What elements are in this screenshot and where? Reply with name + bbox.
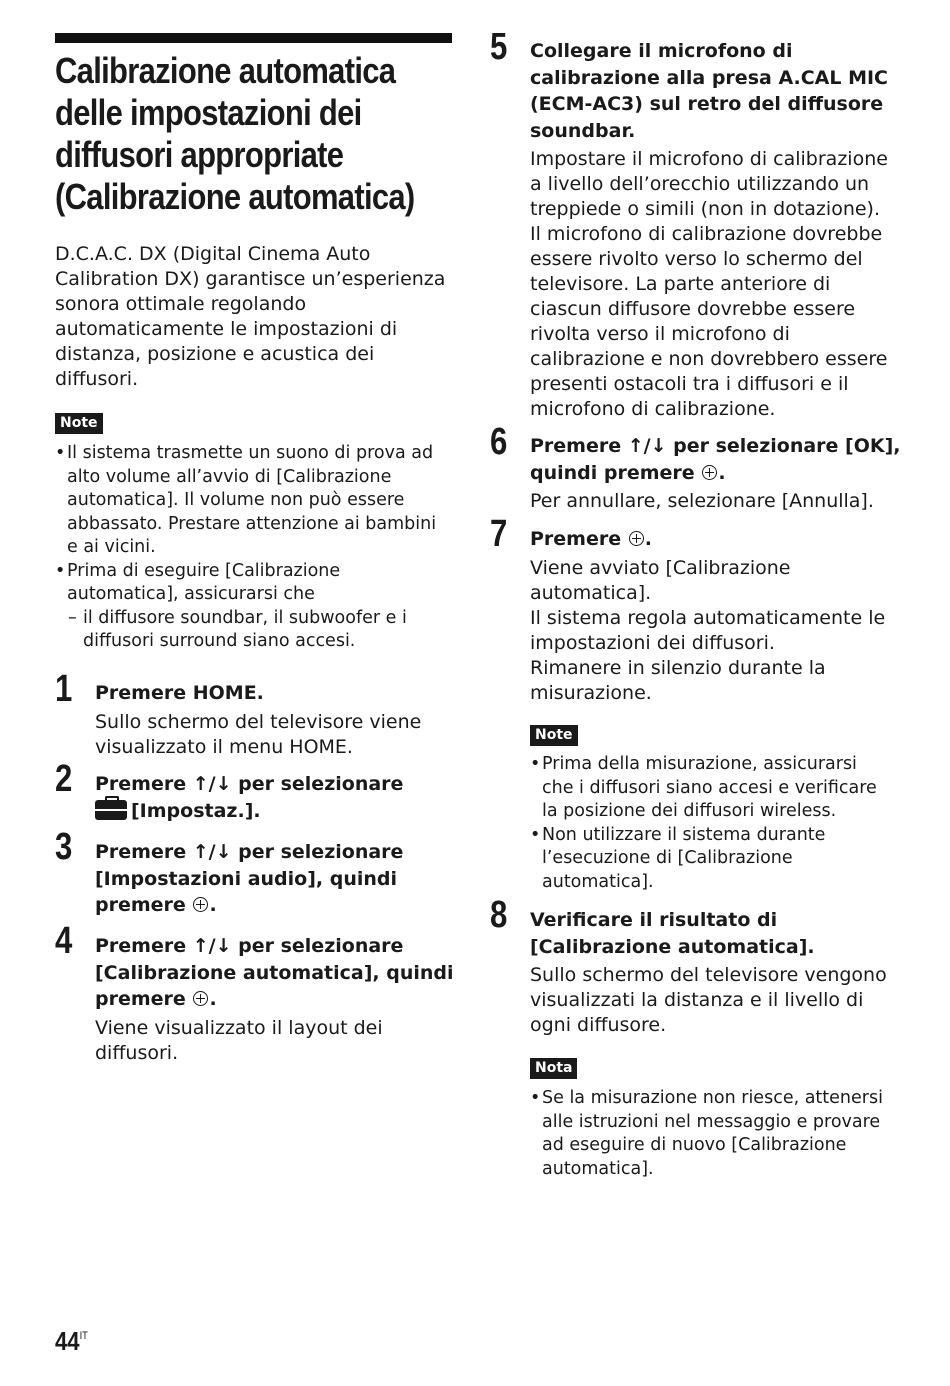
note-badge: Note	[55, 413, 103, 434]
bullet-line: Prima di eseguire [Calibrazione	[67, 560, 341, 581]
enter-circle-icon	[629, 531, 644, 546]
step-line: Rimanere in silenzio durante la	[530, 656, 826, 679]
step-number: 7	[490, 513, 508, 555]
step-heading-text: premere	[95, 988, 186, 1010]
step-line: calibrazione e non dovrebbero essere	[530, 348, 888, 370]
step-line: visualizzati la distanza e il livello di	[530, 989, 864, 1011]
toolbox-icon	[95, 800, 127, 820]
step-1	[95, 680, 455, 760]
step-heading: Premere ↑/↓ per selezionare	[95, 841, 404, 863]
enter-circle-icon	[702, 465, 717, 480]
intro-line: automaticamente le impostazioni di	[55, 318, 398, 340]
bullet-line: automatica].	[542, 871, 654, 892]
step-line: misurazione.	[530, 681, 652, 704]
page-number-value: 44	[55, 1326, 80, 1356]
intro-line: diffusori.	[55, 368, 139, 390]
bullet-line: alle istruzioni nel messaggio e provare	[542, 1111, 881, 1132]
step-number: 4	[55, 920, 73, 962]
step-heading-text: quindi premere	[530, 461, 695, 484]
note-bullet: • Prima della misurazione, assicurarsi che i diffusori siano accesi e verificare la posizione dei diffusori wireless.	[530, 753, 910, 824]
bullet-line: Se la misurazione non riesce, attenersi	[542, 1088, 883, 1108]
enter-circle-icon	[193, 897, 208, 912]
sub-line: diffusori surround siano accesi.	[83, 631, 356, 651]
step-heading	[95, 798, 455, 825]
title-line: diffusori appropriate	[55, 134, 344, 175]
step-text	[530, 963, 910, 1038]
step-line: automatica].	[530, 581, 652, 604]
step-heading: [Calibrazione automatica].	[530, 935, 815, 958]
note-bullet: • Se la misurazione non riesce, attenersi alle istruzioni nel messaggio e provare ad eseguire di nuovo [Calibrazione automatica].	[530, 1087, 910, 1181]
sub-line: il diffusore soundbar, il subwoofer e i	[83, 607, 407, 628]
step-3	[95, 839, 455, 919]
bullet-line: ad eseguire di nuovo [Calibrazione	[542, 1135, 847, 1155]
bullet-line: Prima della misurazione, assicurarsi	[542, 754, 857, 774]
bullet-line: automatica]. Il volume non può essere	[67, 490, 405, 510]
bullet-line: la posizione dei diffusori wireless.	[542, 801, 837, 821]
step-heading: calibrazione alla presa A.CAL MIC	[530, 66, 889, 89]
step-heading: [Calibrazione automatica], quindi	[95, 961, 454, 984]
step-text	[530, 556, 910, 706]
step-line: televisore. La parte anteriore di	[530, 273, 831, 295]
note-badge: Nota	[530, 1058, 577, 1079]
step-line: a livello dell’orecchio utilizzando un	[530, 173, 870, 195]
step-2	[95, 771, 455, 824]
step-heading: Premere ↑/↓ per selezionare	[95, 935, 404, 957]
step-5	[530, 38, 910, 422]
step-line: Viene visualizzato il layout dei	[95, 1016, 383, 1039]
bullet-line: che i diffusori siano accesi e verificare	[542, 777, 877, 798]
note-1-list	[55, 442, 455, 654]
step-heading: Premere HOME.	[95, 682, 264, 704]
note-sub-item: – il diffusore soundbar, il subwoofer e i diffusori surround siano accesi.	[55, 607, 455, 654]
step-line: impostazioni dei diffusori.	[530, 631, 775, 654]
bullet-line: Non utilizzare il sistema durante	[542, 824, 826, 845]
note-section-3	[530, 1057, 577, 1079]
step-heading: Premere ↑/↓ per selezionare [OK],	[530, 435, 901, 457]
step-heading: (ECM-AC3) sul retro del diffusore	[530, 93, 884, 115]
note-bullet: • Il sistema trasmette un suono di prova ad alto volume all’avvio di [Calibrazione automatica]. Il volume non può essere abbassato. Prestare attenzione ai bambini e ai vicini.	[55, 442, 455, 560]
step-heading: premere .	[95, 988, 217, 1010]
note-section-2	[530, 724, 578, 746]
step-heading: quindi premere .	[530, 461, 726, 484]
step-text	[530, 489, 910, 514]
note-badge: Note	[530, 725, 578, 746]
intro-line: sonora ottimale regolando	[55, 293, 307, 315]
bullet-line: automatica], assicurarsi che	[67, 584, 315, 604]
step-7	[530, 526, 910, 706]
step-number: 1	[55, 668, 73, 710]
step-number: 5	[490, 26, 508, 68]
step-line: Viene avviato [Calibrazione	[530, 556, 791, 579]
intro-line: D.C.A.C. DX (Digital Cinema Auto	[55, 243, 371, 265]
step-line: Il sistema regola automaticamente le	[530, 606, 886, 629]
bullet-line: Il sistema trasmette un suono di prova ad	[67, 443, 434, 463]
title-line: (Calibrazione automatica)	[55, 176, 415, 217]
step-number: 8	[490, 894, 508, 936]
page-number	[55, 1326, 88, 1357]
step-line: ogni diffusore.	[530, 1014, 667, 1036]
step-text	[530, 147, 910, 422]
step-line: Per annullare, selezionare [Annulla].	[530, 490, 874, 512]
bullet-line: alto volume all’avvio di [Calibrazione	[67, 466, 392, 487]
step-line: diffusori.	[95, 1041, 179, 1064]
step-heading: Premere .	[530, 528, 652, 550]
step-line: Il microfono di calibrazione dovrebbe	[530, 223, 883, 245]
note-3-list	[530, 1087, 910, 1181]
step-6	[530, 433, 910, 514]
page-title	[55, 50, 416, 218]
note-bullet: • Non utilizzare il sistema durante l’esecuzione di [Calibrazione automatica].	[530, 824, 910, 895]
note-section-1	[55, 412, 103, 434]
step-heading: premere .	[95, 894, 217, 916]
step-line: Impostare il microfono di calibrazione	[530, 148, 888, 170]
step-line: essere rivolto verso lo schermo del	[530, 248, 863, 270]
intro-paragraph	[55, 242, 465, 392]
step-heading-text: Premere	[530, 528, 622, 550]
step-line: treppiede o simili (non in dotazione).	[530, 198, 880, 220]
step-line: Sullo schermo del televisore vengono	[530, 964, 887, 986]
enter-circle-icon	[193, 991, 208, 1006]
step-heading-text: [Impostaz.].	[131, 799, 261, 822]
step-text	[95, 710, 455, 760]
step-line: rivolta verso il microfono di	[530, 323, 790, 345]
bullet-line: abbassato. Prestare attenzione ai bambini	[67, 513, 437, 534]
step-number: 3	[55, 826, 73, 868]
page-language-code: IT	[79, 1330, 88, 1342]
step-heading: Premere ↑/↓ per selezionare	[95, 773, 404, 795]
step-heading: Verificare il risultato di	[530, 909, 778, 931]
note-bullet: • Prima di eseguire [Calibrazione automatica], assicurarsi che	[55, 560, 455, 607]
bullet-line: automatica].	[542, 1158, 654, 1179]
step-line: presenti ostacoli tra i diffusori e il	[530, 373, 849, 395]
step-8	[530, 907, 910, 1038]
step-heading: soundbar.	[530, 119, 636, 142]
step-line: ciascun diffusore dovrebbe essere	[530, 298, 856, 320]
step-number: 2	[55, 758, 73, 800]
title-rule	[55, 33, 452, 43]
step-heading: [Impostazioni audio], quindi	[95, 867, 398, 890]
step-number: 6	[490, 421, 508, 463]
step-line: visualizzato il menu HOME.	[95, 735, 353, 758]
intro-line: distanza, posizione e acustica dei	[55, 343, 375, 365]
step-heading-text: premere	[95, 894, 186, 916]
title-line: Calibrazione automatica	[55, 50, 396, 91]
step-heading: Collegare il microfono di	[530, 40, 793, 62]
title-line: delle impostazioni dei	[55, 92, 362, 133]
note-2-list	[530, 753, 910, 894]
step-text	[95, 1016, 455, 1066]
step-line: microfono di calibrazione.	[530, 398, 776, 420]
intro-line: Calibration DX) garantisce un’esperienza	[55, 268, 446, 290]
step-4	[95, 933, 455, 1066]
step-line: Sullo schermo del televisore viene	[95, 710, 422, 733]
bullet-line: e ai vicini.	[67, 537, 156, 557]
bullet-line: l’esecuzione di [Calibrazione	[542, 848, 793, 868]
